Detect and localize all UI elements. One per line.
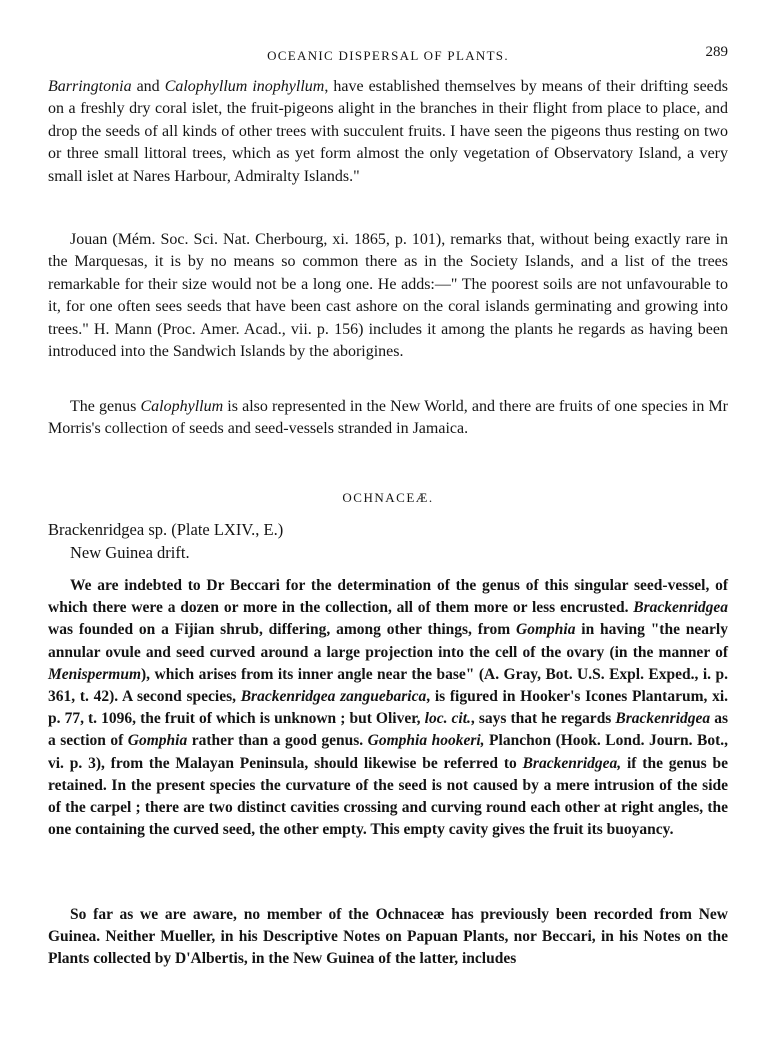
paragraph-calophyllum-genus xyxy=(48,396,728,441)
text-run: , says that he regards xyxy=(470,710,616,728)
text-run: The genus xyxy=(70,398,141,415)
page-number: 289 xyxy=(705,44,728,60)
text-run: in having "the nearly annular ovule and seed curved around a large projection into the cell of the ovary (in the manner of xyxy=(48,621,728,661)
text-run: Planchon (Hook. Lond. Journ. Bot., vi. p. 3), from the Malayan Peninsula, should likewise be referred to xyxy=(48,732,728,772)
taxon-name: Gomphia xyxy=(516,621,576,639)
taxon-name: Barringtonia xyxy=(48,78,132,95)
text-run: was founded on a Fijian shrub, differing, among other things, from xyxy=(48,621,517,639)
species-entry xyxy=(48,519,728,564)
taxon-name: Brackenridgea, xyxy=(522,754,622,772)
text-run: , have established themselves by means of their drifting seeds on a freshly dry coral islet, the fruit-pigeons alight in the branches in their flight from place to place, and drop the seeds of all kinds of other trees with succulent fruits. I have seen the pigeons thus resting on two or three small littoral trees, which as yet form almost the only vegetation of Observatory Island, a very small islet at Nares Harbour, Admiralty Islands." xyxy=(48,78,729,185)
taxon-name: Brackenridgea xyxy=(615,710,711,728)
taxon-name: Calophyllum xyxy=(140,398,224,415)
paragraph-jouan xyxy=(48,229,728,363)
text-run: ), which arises from its inner angle near the base" (A. Gray, Bot. U.S. Expl. Exped., i. p. 361, t. 42). A second species, xyxy=(48,665,728,706)
paragraph-brackenridgea xyxy=(48,575,728,841)
text-run: as a section of xyxy=(48,710,728,750)
text-run: rather than a good genus. xyxy=(187,732,368,750)
running-header xyxy=(48,44,728,66)
paragraph-text xyxy=(48,76,728,188)
text-run: We are indebted to Dr Beccari for the determination of the genus of this singular seed-vessel, of which there were a dozen or more in the collection, all of them more or less encrusted. xyxy=(48,577,728,617)
taxon-name: Brackenridgea xyxy=(633,599,728,617)
text-run: , is figured in Hooker's Icones Plantarum, xi. p. 77, t. 1096, the fruit of which is unknown ; but Oliver, xyxy=(48,688,729,728)
paragraph-text xyxy=(48,575,728,841)
paragraph-barringtonia xyxy=(48,76,728,188)
species-line: Brackenridgea sp. (Plate LXIV., E.) xyxy=(48,520,284,539)
running-title: OCEANIC DISPERSAL OF PLANTS. xyxy=(267,48,509,63)
taxon-name: Gomphia xyxy=(127,732,188,750)
taxon-name: Gomphia hookeri, xyxy=(367,732,485,750)
locality-line: New Guinea drift. xyxy=(70,542,190,562)
taxon-name: Calophyllum inophyllum xyxy=(164,78,325,95)
text-run: if the genus be retained. In the present species the curvature of the seed is not caused by a mere intrusion of the side of the carpel ; there are two distinct cavities crossing and curving round each other at right angles, the one containing the curved seed, the other empty. This empty cavity gives the fruit its buoyancy. xyxy=(48,754,728,839)
taxon-name: Menispermum xyxy=(48,665,142,683)
paragraph-ochnaceae-new-guinea xyxy=(48,904,728,971)
taxon-name: Brackenridgea zanguebarica xyxy=(240,688,427,706)
citation-abbrev: loc. cit. xyxy=(424,710,471,728)
text-run: and xyxy=(131,78,165,95)
section-heading: OCHNACEÆ. xyxy=(342,490,434,505)
paragraph-text: Jouan (Mém. Soc. Sci. Nat. Cherbourg, xi. 1865, p. 101), remarks that, without being exactly rare in the Marquesas, it is by no means so common there as in the Society Islands, and a list of the trees remarkable for their size would not be a long one. He adds:—" The poorest soils are not unfavourable to it, for one often sees seeds that have been cast ashore on the coral islands germinating and growing into trees." H. Mann (Proc. Amer. Acad., vii. p. 156) includes it among the plants he regards as having been introduced into the Sandwich Islands by the aborigines. xyxy=(48,231,728,361)
paragraph-text: So far as we are aware, no member of the Ochnaceæ has previously been recorded from New Guinea. Neither Mueller, in his Descriptive Notes on Papuan Plants, nor Beccari, in his Notes on the Plants collected by D'Albertis, in the New Guinea of the latter, includes xyxy=(48,906,728,968)
text-run: is also represented in the New World, and there are fruits of one species in Mr Morris's collection of seeds and seed-vessels stranded in Jamaica. xyxy=(48,398,729,438)
paragraph-text xyxy=(48,396,728,441)
